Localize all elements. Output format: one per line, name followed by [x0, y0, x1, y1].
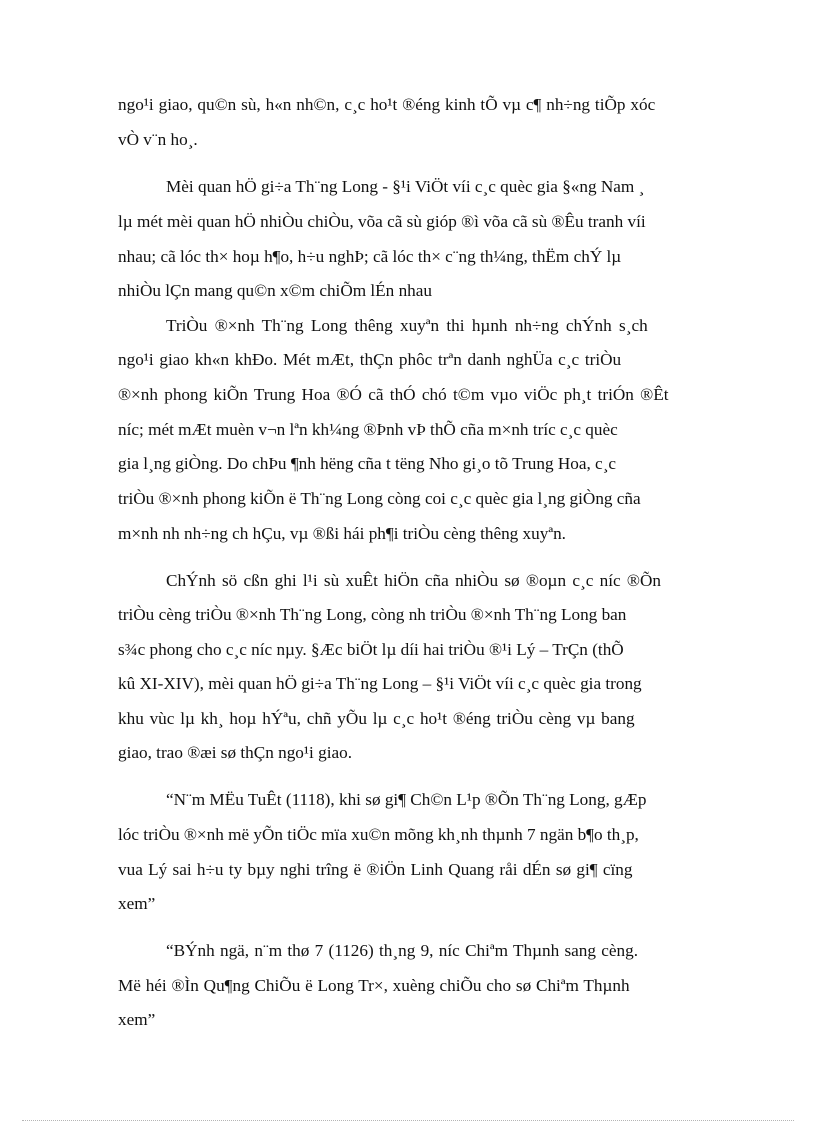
text-line: vua Lý sai h÷u ty bµy nghi trîng ë ®iÖn Linh Quang råi dÉn sø gi¶ cïng — [118, 860, 633, 879]
text-line: ®×nh phong kiÕn Trung Hoa ®Ó cã thÓ chó t©m vµo viÖc ph¸t triÓn ®Êt — [118, 385, 669, 404]
text-line: Mèi quan hÖ gi÷a Th¨ng Long - §¹i ViÖt víi c¸c quèc gia §«ng Nam ¸ — [166, 177, 645, 196]
text-line: gia l¸ng giÒng. Do chÞu ¶nh hëng cña t tëng Nho gi¸o tõ Trung Hoa, c¸c — [118, 454, 617, 473]
text-line: giao, trao ®æi sø thÇn ngo¹i giao. — [118, 743, 352, 762]
text-line: lóc triÒu ®×nh më yÕn tiÖc mïa xu©n mõng kh¸nh thµnh 7 ngän b¶o th¸p, — [118, 825, 639, 844]
text-line: lµ mét mèi quan hÖ nhiÒu chiÒu, võa cã sù gióp ®ì võa cã sù ®Êu tranh víi — [118, 212, 646, 231]
text-line: triÒu ®×nh phong kiÕn ë Th¨ng Long còng coi c¸c quèc gia l¸ng giÒng cña — [118, 489, 641, 508]
text-line: nhau; cã lóc th× hoµ h¶o, h÷u nghÞ; cã lóc th× c¨ng th¼ng, thËm chÝ lµ — [118, 247, 622, 266]
page-bottom-divider — [22, 1120, 794, 1121]
text-line: Më héi ®Ìn Qu¶ng ChiÕu ë Long Tr×, xuèng chiÕu cho sø Chiªm Thµnh — [118, 976, 630, 995]
text-line: s¾c phong cho c¸c níc nµy. §Æc biÖt lµ díi hai triÒu ®¹i Lý – TrÇn (thÕ — [118, 640, 624, 659]
text-line: “BÝnh ngä, n¨m thø 7 (1126) th¸ng 9, níc Chiªm Thµnh sang cèng. — [166, 941, 639, 960]
text-line: ngo¹i giao kh«n khÐo. Mét mÆt, thÇn phôc trªn danh nghÜa c¸c triÒu — [118, 350, 622, 369]
text-line: kû XI-XIV), mèi quan hÖ gi÷a Th¨ng Long – §¹i ViÖt víi c¸c quèc gia trong — [118, 674, 642, 693]
text-line: ngo¹i giao, qu©n sù, h«n nh©n, c¸c ho¹t ®éng kinh tÕ vµ c¶ nh÷ng tiÕp xóc — [118, 95, 656, 114]
text-line: nhiÒu lÇn mang qu©n x©m chiÕm lÉn nhau — [118, 281, 432, 300]
text-line: “N¨m MËu TuÊt (1118), khi sø gi¶ Ch©n L¹p ®Õn Th¨ng Long, gÆp — [166, 790, 647, 809]
text-line: xem” — [118, 1010, 156, 1029]
text-line: m×nh nh nh÷ng ch hÇu, vµ ®ßi hái ph¶i triÒu cèng thêng xuyªn. — [118, 524, 566, 543]
text-line: vÒ v¨n ho¸. — [118, 130, 198, 149]
text-line: triÒu cèng triÒu ®×nh Th¨ng Long, còng nh triÒu ®×nh Th¨ng Long ban — [118, 605, 627, 624]
text-line: xem” — [118, 894, 156, 913]
text-line: níc; mét mÆt muèn v¬n lªn kh¼ng ®Þnh vÞ thÕ cña m×nh tríc c¸c quèc — [118, 420, 618, 439]
text-line: TriÒu ®×nh Th¨ng Long thêng xuyªn thi hµnh nh÷ng chÝnh s¸ch — [166, 316, 648, 335]
text-line: khu vùc lµ kh¸ hoµ hÝªu, chñ yÕu lµ c¸c ho¹t ®éng triÒu cèng vµ bang — [118, 709, 635, 728]
text-line: ChÝnh sö cßn ghi l¹i sù xuÊt hiÖn cña nhiÒu sø ®oµn c¸c níc ®Õn — [166, 571, 661, 590]
